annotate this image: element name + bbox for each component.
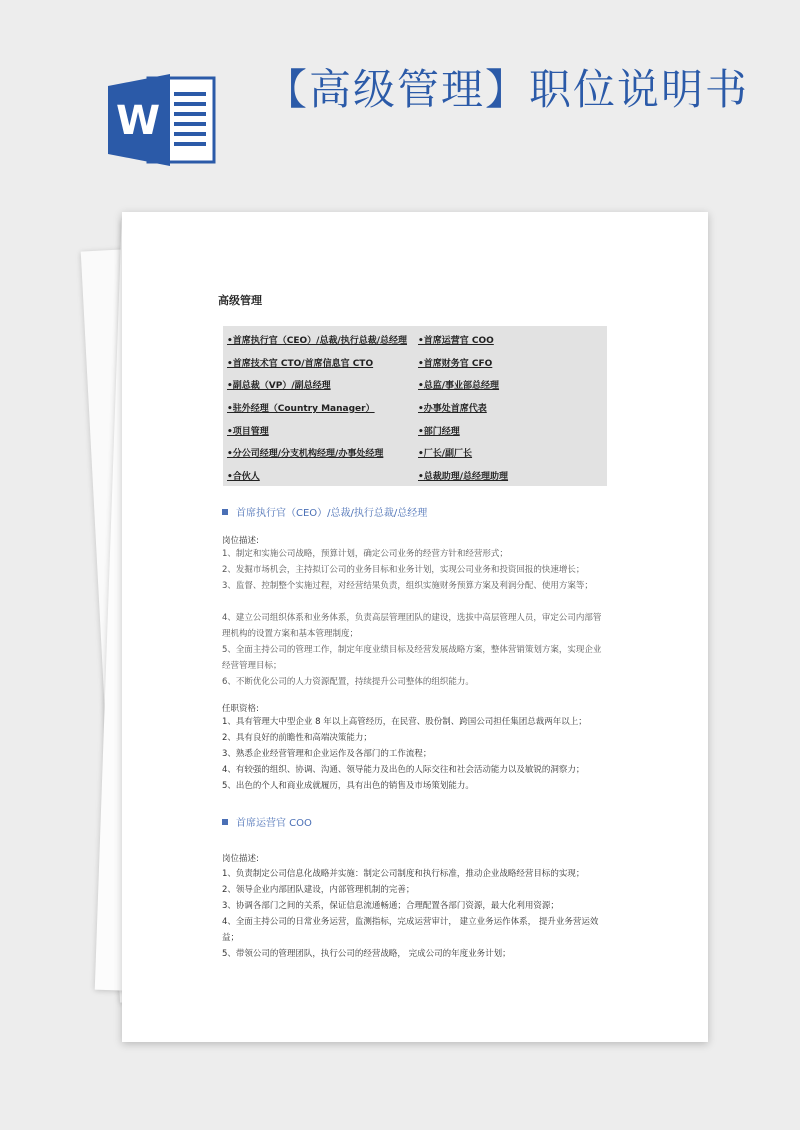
position-link[interactable]: •总裁助理/总经理助理 [418,472,509,482]
ceo-desc-label: 岗位描述: [222,536,259,546]
ceo-desc-line: 5、全面主持公司的管理工作，制定年度业绩目标及经营发展战略方案，整体营销策划方案，实现企业经营管理目标； [222,645,602,671]
ceo-desc-line: 6、不断优化公司的人力资源配置，持续提升公司整体的组织能力。 [222,677,474,687]
ceo-req-line: 5、出色的个人和商业成就履历，具有出色的销售及市场策划能力。 [222,781,474,791]
position-link[interactable]: •合伙人 [227,472,260,482]
ceo-desc-line: 2、发掘市场机会，主持拟订公司的业务目标和业务计划，实现公司业务和投资回报的快速增长； [222,565,585,575]
ceo-desc-line: 4、建立公司组织体系和业务体系，负责高层管理团队的建设，选拔中高层管理人员，审定公司内部管理机构的设置方案和基本管理制度； [222,613,602,639]
position-link[interactable]: •部门经理 [418,427,460,437]
position-link[interactable]: •办事处首席代表 [418,404,487,414]
position-link[interactable]: •总监/事业部总经理 [418,381,500,391]
ceo-req-line: 2、具有良好的前瞻性和高端决策能力； [222,733,372,743]
ceo-desc-line: 1、制定和实施公司战略，预算计划，确定公司业务的经营方针和经营形式； [222,549,508,559]
ceo-req-label: 任职资格: [222,704,259,714]
ceo-title-text: 首席执行官（CEO）/总裁/执行总裁/总经理 [236,508,428,519]
coo-desc-line: 1、负责制定公司信息化战略并实施：制定公司制度和执行标准，推动企业战略经营目标的实现； [222,869,585,879]
bullet-square-icon [222,819,228,825]
document-page [122,212,708,1042]
svg-text:W: W [116,98,161,144]
positions-table [223,326,607,486]
section-heading: 高级管理 [218,294,262,307]
position-link[interactable]: •首席财务官 CFO [418,359,493,369]
position-link[interactable]: •首席技术官 CTO/首席信息官 CTO [227,359,374,369]
coo-title-text: 首席运营官 COO [236,818,312,829]
ceo-req-line: 1、具有管理大中型企业 8 年以上高管经历，在民营、股份制、跨国公司担任集团总裁两年以上； [222,717,587,727]
coo-desc-line: 4、全面主持公司的日常业务运营，监测指标，完成运营审计， 建立业务运作体系， 提升业务营运效益； [222,917,599,943]
position-link[interactable]: •副总裁（VP）/副总经理 [227,381,331,391]
position-link[interactable]: •厂长/副厂长 [418,449,473,459]
position-link[interactable]: •分公司经理/分支机构经理/办事处经理 [227,449,384,459]
coo-desc-line: 5、带领公司的管理团队，执行公司的经营战略， 完成公司的年度业务计划； [222,949,511,959]
coo-desc-line: 2、领导企业内部团队建设，内部管理机制的完善； [222,885,415,895]
word-document-icon [108,72,218,168]
coo-desc-line: 3、协调各部门之间的关系，保证信息流通畅通；合理配置各部门资源，最大化利用资源； [222,901,559,911]
position-link[interactable]: •首席执行官（CEO）/总裁/执行总裁/总经理 [227,336,408,346]
position-link[interactable]: •驻外经理（Country Manager） [227,404,375,414]
bullet-square-icon [222,509,228,515]
position-link[interactable]: •项目管理 [227,427,269,437]
ceo-req-line: 3、熟悉企业经营管理和企业运作及各部门的工作流程； [222,749,432,759]
coo-desc-label: 岗位描述: [222,854,259,864]
ceo-section-title [222,504,427,519]
coo-section-title [222,814,312,829]
page-title: 【高级管理】职位说明书 [265,65,750,114]
ceo-req-line: 4、有较强的组织、协调、沟通、领导能力及出色的人际交往和社会活动能力以及敏锐的洞察力； [222,765,585,775]
position-link[interactable]: •首席运营官 COO [418,336,494,346]
ceo-desc-line: 3、监督、控制整个实施过程，对经营结果负责，组织实施财务预算方案及利润分配、使用方案等； [222,581,593,591]
